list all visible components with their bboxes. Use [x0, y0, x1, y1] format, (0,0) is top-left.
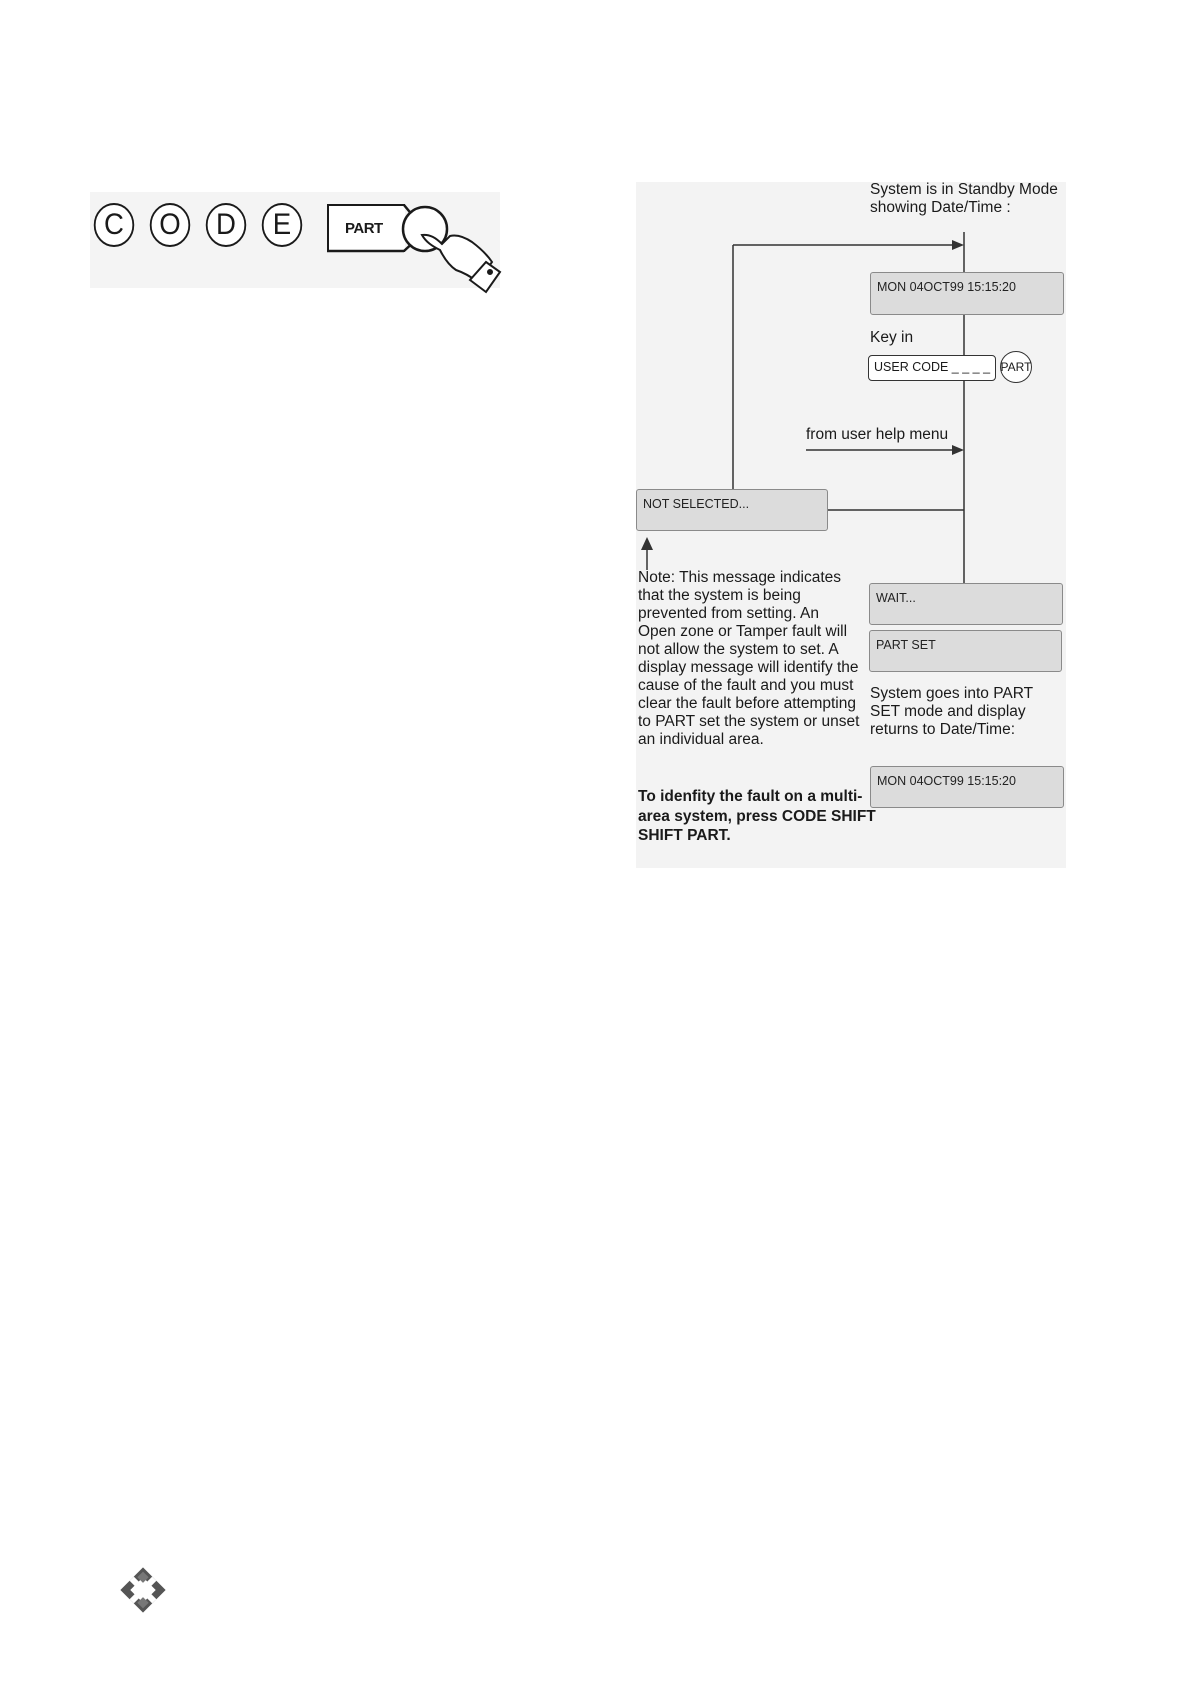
key-d: D — [206, 203, 246, 247]
goes-into-text: System goes into PART SET mode and display returns to Date/Time: — [870, 685, 1033, 738]
note-bold: To idenfity the fault on a multi-area system, press CODE SHIFT SHIFT PART. — [638, 788, 876, 844]
display-datetime-2: MON 04OCT99 15:15:20 — [870, 766, 1064, 808]
display-not-selected: NOT SELECTED... — [636, 489, 828, 531]
key-c: C — [94, 203, 134, 247]
key-o: O — [150, 203, 190, 247]
note-text: Note: This message indicates that the system is being prevented from setting. An Open zone or Tamper fault will not allow the system to set. A display message will identify the cause of the fault and you must clear the fault before attempting to PART set the system or unset an individual area. — [638, 569, 860, 748]
user-code-field: USER CODE _ _ _ _ — [868, 355, 996, 381]
display-datetime-1: MON 04OCT99 15:15:20 — [870, 272, 1064, 315]
from-menu-label: from user help menu — [806, 426, 949, 443]
company-logo-icon — [120, 1567, 165, 1612]
pointing-hand-icon — [422, 235, 500, 292]
part-circle-key: PART — [1000, 351, 1032, 383]
key-e: E — [262, 203, 302, 247]
display-part-set: PART SET — [869, 630, 1062, 672]
display-wait: WAIT... — [869, 583, 1063, 625]
part-key: PART — [327, 204, 405, 252]
key-in-label: Key in — [870, 329, 914, 346]
standby-text: System is in Standby Mode showing Date/Time : — [870, 181, 1058, 216]
